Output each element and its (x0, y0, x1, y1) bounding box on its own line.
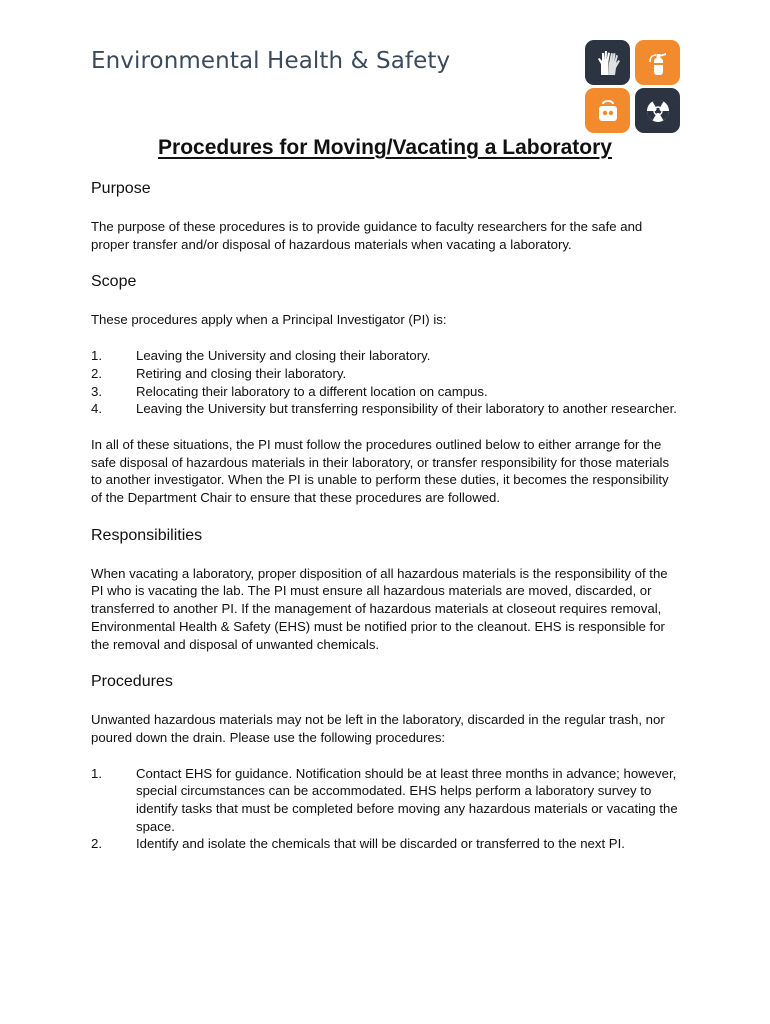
list-item-number: 2. (91, 836, 102, 852)
procedures-section (91, 671, 681, 853)
list-item (91, 400, 681, 418)
list-item (91, 365, 681, 383)
list-item-number: 2. (91, 365, 102, 381)
list-item-text: Relocating their laboratory to a different location on campus. (136, 383, 488, 399)
list-item-text: Contact EHS for guidance. Notification should be at least three months in advance; however, special circumstances can be accommodated. EHS helps perform a laboratory survey to identify tasks that must be completed before moving any hazardous materials or vacating the space. (136, 765, 678, 834)
responsibilities-section (91, 525, 681, 654)
header-title: Environmental Health & Safety (91, 48, 451, 74)
radiation-icon (642, 95, 674, 127)
list-item (91, 383, 681, 401)
gloves-tile (585, 40, 630, 85)
gloves-icon (592, 47, 624, 79)
document-body (91, 178, 681, 871)
purpose-section (91, 178, 681, 253)
fire-extinguisher-tile (635, 40, 680, 85)
scope-closing: In all of these situations, the PI must follow the procedures outlined below to either arrange for the safe disposal of hazardous materials in their laboratory, or transfer responsibility for those materials to another investigator. When the PI is unable to perform these duties, it becomes the responsibility of the Department Chair to ensure that these procedures are followed. (91, 436, 670, 506)
list-item-text: Leaving the University but transferring responsibility of their laboratory to another researcher. (136, 401, 677, 417)
fire-extinguisher-icon (642, 47, 674, 79)
scope-section (91, 271, 681, 506)
lab-apron-tile (585, 88, 630, 133)
list-item-text: Identify and isolate the chemicals that will be discarded or transferred to the next PI. (136, 836, 625, 852)
list-item-text: Retiring and closing their laboratory. (136, 365, 347, 381)
procedures-list (91, 765, 681, 854)
purpose-text: The purpose of these procedures is to provide guidance to faculty researchers for the safe and proper transfer and/or disposal of hazardous materials when vacating a laboratory. (91, 219, 643, 252)
document-title: Procedures for Moving/Vacating a Laboratory (158, 136, 612, 159)
list-item-number: 4. (91, 401, 102, 417)
purpose-heading: Purpose (91, 180, 151, 197)
scope-list (91, 347, 681, 418)
scope-intro: These procedures apply when a Principal Investigator (PI) is: (91, 312, 447, 328)
scope-heading: Scope (91, 273, 137, 291)
list-item (91, 347, 681, 365)
responsibilities-text: When vacating a laboratory, proper disposition of all hazardous materials is the responsibility of the PI who is vacating the lab. The PI must ensure all hazardous materials are moved, discarded, or transferred to another PI. If the management of hazardous materials at closeout requires removal, Environmental Health & Safety (EHS) must be notified prior to the cleanout. EHS is responsible for the removal and disposal of unwanted chemicals. (91, 565, 668, 652)
procedures-intro: Unwanted hazardous materials may not be left in the laboratory, discarded in the regular trash, nor poured down the drain. Please use the following procedures: (91, 712, 665, 745)
list-item-number: 1. (91, 348, 102, 364)
ehs-logo-icons (585, 40, 681, 134)
list-item (91, 765, 681, 836)
radiation-tile (635, 88, 680, 133)
procedures-heading: Procedures (91, 673, 173, 691)
list-item-text: Leaving the University and closing their laboratory. (136, 348, 431, 364)
list-item-number: 3. (91, 383, 102, 399)
list-item-number: 1. (91, 765, 102, 781)
lab-apron-icon (592, 95, 624, 127)
list-item (91, 835, 681, 853)
responsibilities-heading: Responsibilities (91, 526, 203, 544)
